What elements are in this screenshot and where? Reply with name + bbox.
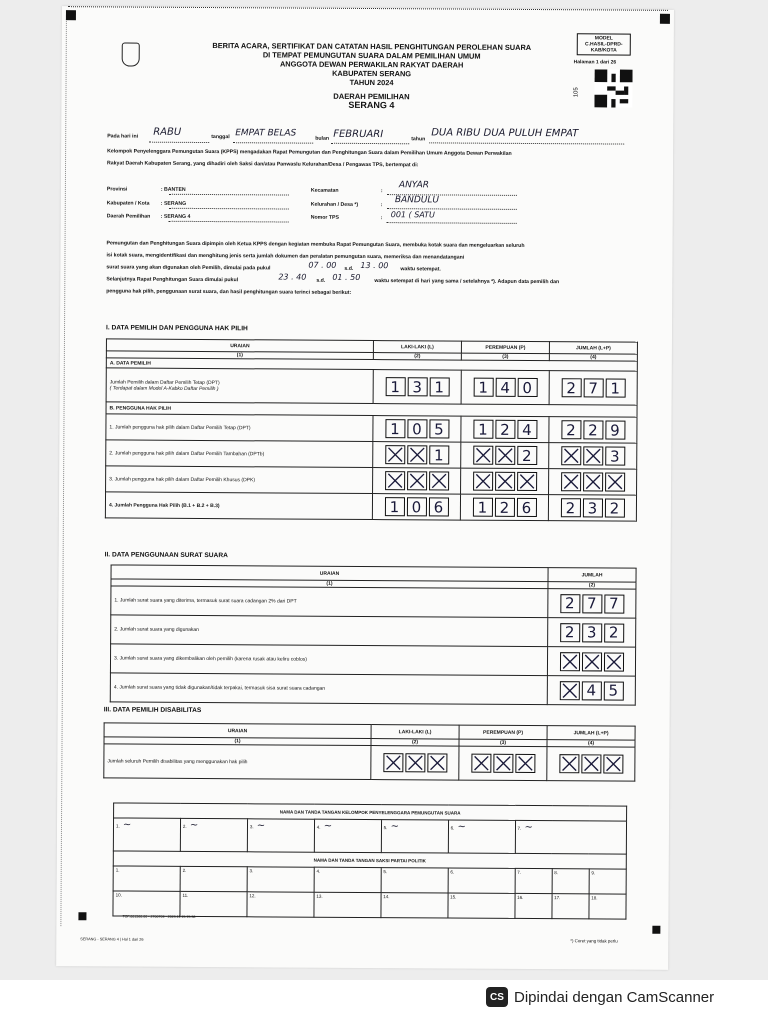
colon: : [380,188,383,195]
saksi-signature-cell[interactable]: 10. [113,891,180,916]
signature-table [112,802,627,919]
crossed-box-icon[interactable] [407,445,427,464]
col-header: PEREMPUAN (P) [459,725,547,740]
saksi-signature-cell[interactable]: 17. [552,894,589,919]
col-number: (4) [549,354,637,362]
col-header: JUMLAH (L+P) [547,726,635,741]
dotted-line [169,208,289,210]
row-label: 4. Jumlah Pengguna Hak Pilih (B.1 + B.2 + B.3) [105,492,372,520]
subsection-b: B. PENGGUNA HAK PILIH [106,402,637,417]
digit-box[interactable]: 2 [560,623,580,642]
b2-laki-boxes[interactable] [376,445,457,464]
signature-mark: ~ [387,821,400,833]
kpps-title: NAMA DAN TANDA TANGAN KELOMPOK PENYELENGGARA PEMUNGUTAN SUARA [114,803,627,821]
model-box [577,33,631,55]
kecamatan-value: ANYAR [398,180,430,191]
b3-perempuan-boxes[interactable] [464,472,545,491]
crossed-box-icon[interactable] [603,652,623,671]
saksi-signature-cell[interactable]: 12. [247,892,314,917]
row-label: 3. Jumlah pengguna hak pilih dalam Daftar Pemilih Khusus (DPK) [106,466,373,494]
row-label: 2. Jumlah surat suara yang digunakan [111,615,548,647]
kpps-signature-cell[interactable] [515,820,627,854]
qr-code-icon [594,69,632,107]
digit-box[interactable]: 1 [473,420,493,439]
saksi-signature-cell[interactable]: 4. [314,867,381,892]
saksi-signature-cell[interactable]: 9. [589,869,626,894]
left-dotted-border [60,16,68,926]
crossed-box-icon[interactable] [385,471,405,490]
b4-jumlah-boxes[interactable] [552,498,633,517]
row-label: 1. Jumlah surat suara yang diterima, termasuk surat suara cadangan 2% dari DPT [111,586,548,618]
b4-laki-boxes[interactable] [376,497,457,516]
saksi-signature-cell[interactable]: 16. [514,893,551,918]
ss4-boxes[interactable] [551,681,632,700]
b2-perempuan-boxes[interactable] [464,446,545,465]
para-text: waktu setempat. [400,266,441,273]
daerah-pemilihan-value: : SERANG 4 [160,213,191,220]
saksi-signature-cell[interactable]: 2. [180,866,247,891]
crossed-box-icon[interactable] [581,652,601,671]
dpt-label: Jumlah Pemilih dalam Daftar Pemilih Tetap (DPT) [109,378,220,386]
signature-mark: ~ [320,820,333,832]
kpu-logo [122,42,140,66]
crossed-box-icon[interactable] [383,753,403,772]
crossed-box-icon[interactable] [559,754,579,773]
saksi-signature-cell[interactable]: 5. [381,868,448,893]
corner-mark-tr [660,14,670,24]
crossed-box-icon[interactable] [385,445,405,464]
signature-number: 6. [450,825,455,831]
digit-box[interactable]: 2 [561,378,581,397]
sd-label: s.d. [316,277,326,284]
model-line: MODEL [594,35,613,42]
time-count-end-value: 01 . 50 [332,272,361,282]
kpps-signature-row [113,818,626,854]
digit-box[interactable]: 2 [560,498,580,517]
saksi-signature-cell[interactable]: 6. [448,868,515,893]
print-id: TOP.001560.00 - 2700709 - 2023.11.15.15.38 [122,914,196,919]
saksi-row [113,866,626,894]
row-label: Jumlah seluruh Pemilih disabilitas yang menggunakan hak pilih [104,744,371,780]
dotted-line [331,143,409,144]
digit-box[interactable]: 1 [472,498,492,517]
dis-laki-boxes[interactable] [374,753,455,772]
section-2-title: II. DATA PENGGUNAAN SURAT SUARA [104,551,228,560]
tahun-label: tahun [411,136,426,143]
kecamatan-label: Kecamatan [310,187,339,194]
dpt-jumlah-boxes[interactable] [553,378,634,397]
digit-box[interactable]: 2 [560,594,580,613]
crossed-box-icon[interactable] [561,446,581,465]
crossed-box-icon[interactable] [495,446,515,465]
signature-mark: ~ [454,821,466,833]
provinsi-label: Provinsi [106,186,128,193]
kabupaten-value: : SERANG [160,200,187,207]
digit-box[interactable]: 2 [604,498,624,517]
footnote: *) Coret yang tidak perlu [570,938,618,944]
tanggal-label: tanggal [211,134,230,141]
saksi-signature-cell[interactable]: 11. [180,891,247,916]
camscanner-logo-icon: CS [486,987,508,1007]
signature-number: 4. [316,824,321,830]
bulan-label: bulan [315,135,330,142]
signature-number: 1. [115,823,120,829]
digit-box[interactable]: 1 [385,377,405,396]
corner-mark-br [652,926,660,934]
saksi-signature-cell[interactable]: 3. [247,867,314,892]
digit-box[interactable]: 1 [473,378,493,397]
saksi-signature-cell[interactable]: 7. [515,868,552,893]
crossed-box-icon[interactable] [517,472,537,491]
digit-box[interactable]: 2 [583,420,603,439]
kpps-signature-cell[interactable] [381,820,448,853]
col-number: (1) [104,737,371,746]
row-label: 3. Jumlah surat suara yang dikembalikan oleh pemilih (karena rusak atau keliru coblos) [110,644,547,676]
kpps-signature-cell[interactable] [247,819,314,852]
col-number: (1) [111,579,548,589]
digit-box[interactable]: 2 [517,446,537,465]
kelurahan-value: BANDULU [394,195,440,206]
digit-box[interactable]: 0 [406,497,426,516]
crossed-box-icon[interactable] [471,754,491,773]
signature-mark: ~ [253,820,266,832]
dpt-note: ( Terdapat dalam Model A-Kabko Daftar Pemilih ) [109,384,219,392]
camscanner-watermark [486,987,714,1007]
sd-label: s.d. [344,265,354,272]
provinsi-value: : BANTEN [160,186,186,193]
kpps-signature-cell[interactable] [448,820,515,853]
kpps-signature-cell[interactable] [180,818,247,851]
digit-box[interactable]: 9 [605,420,625,439]
colon: : [380,202,383,209]
dotted-line [429,142,624,144]
kpps-signature-cell[interactable] [314,819,381,852]
digit-box[interactable]: 4 [495,378,515,397]
crossed-box-icon[interactable] [473,446,493,465]
crossed-box-icon[interactable] [561,472,581,491]
kelurahan-label: Kelurahan / Desa *) [310,201,359,208]
ss3-boxes[interactable] [551,652,632,671]
saksi-signature-cell[interactable]: 1. [113,866,180,891]
pada-hari-label: Pada hari ini [107,133,139,140]
section-1-title: I. DATA PEMILIH DAN PENGGUNA HAK PILIH [106,324,248,333]
dapil-label: DAERAH PEMILIHAN [333,91,410,102]
crossed-box-icon[interactable] [603,754,623,773]
header-line: KABUPATEN SERANG [332,68,412,79]
crossed-box-icon[interactable] [581,754,601,773]
col-number: (2) [371,739,459,747]
b4-perempuan-boxes[interactable] [464,498,545,517]
page-footer: SERANG - SERANG 4 | Hal 1 dari 26 [80,937,144,942]
signature-number: 3. [249,824,254,830]
dapil-value: SERANG 4 [348,99,395,111]
digit-box[interactable]: 0 [407,419,427,438]
col-header: LAKI-LAKI (L) [371,725,459,740]
digit-box[interactable]: 4 [581,681,601,700]
para-text: Pemungutan dan Penghitungan Suara dipimpin oleh Ketua KPPS dengan kegiatan membuka Rapat Pemungutan Suara, membuka kotak suara dan mengeluarkan seluruh [106,240,525,249]
b1-jumlah-boxes[interactable] [552,420,633,439]
b2-jumlah-boxes[interactable] [552,446,633,465]
row-label: 1. Jumlah pengguna hak pilih dalam Daftar Pemilih Tetap (DPT) [106,414,373,442]
time-end-value: 13 . 00 [360,260,389,271]
row-label: 2. Jumlah pengguna hak pilih dalam Daftar Pemilih Tambahan (DPTb) [106,440,373,468]
col-number: (2) [373,353,461,361]
col-header: URAIAN [111,565,548,582]
subsection-a: A. DATA PEMILIH [106,358,637,371]
dis-perempuan-boxes[interactable] [462,754,543,773]
col-number: (4) [547,740,635,748]
header-line: ANGGOTA DEWAN PERWAKILAN RAKYAT DAERAH [279,59,464,70]
signature-number: 7. [517,825,522,831]
digit-box[interactable]: 2 [604,623,624,642]
b3-laki-boxes[interactable] [376,471,457,490]
crossed-box-icon[interactable] [559,681,579,700]
tps-value: 001 ( SATU [390,210,435,220]
digit-box[interactable]: 7 [583,378,603,397]
digit-box[interactable]: 1 [605,378,625,397]
dotted-line [169,221,289,223]
digit-box[interactable]: 5 [429,419,449,438]
colon: : [380,215,383,222]
model-line: C.HASIL-DPRD- [585,41,623,48]
crossed-box-icon[interactable] [583,446,603,465]
b3-jumlah-boxes[interactable] [552,472,633,491]
digit-box[interactable]: 1 [385,419,405,438]
dotted-line [149,142,209,143]
corner-mark-bl [78,912,86,920]
col-header: URAIAN [104,723,371,739]
bulan-value: FEBRUARI [333,128,384,141]
signature-number: 2. [182,823,187,829]
b1-laki-boxes[interactable] [376,419,457,438]
section-1-table [105,338,638,521]
digit-box[interactable]: 1 [429,377,449,396]
digit-box[interactable]: 0 [517,378,537,397]
para-text: waktu setempat di hari yang sama / setelahnya *). Adapun data pemilih dan [374,278,560,286]
col-number: (3) [459,739,547,747]
header-line: DI TEMPAT PEMUNGUTAN SUARA DALAM PEMILIHAN UMUM [262,50,481,61]
digit-box[interactable]: 2 [495,420,515,439]
col-header: JUMLAH [548,568,636,583]
col-number: (3) [461,353,549,361]
form-sheet [56,6,674,970]
saksi-title: NAMA DAN TANDA TANGAN SAKSI PARTAI POLITIK [113,851,626,869]
time-start-value: 07 . 00 [308,260,337,270]
saksi-signature-cell[interactable]: 13. [314,892,381,917]
saksi-signature-cell[interactable]: 18. [589,894,626,919]
kpps-signature-cell[interactable] [113,818,180,851]
dis-jumlah-boxes[interactable] [550,754,631,773]
intro-text: Kelompok Penyelenggara Pemungutan Suara (KPPS) mengadakan Rapat Pemungutan dan Penghitungan Suara dalam Pemilihan Umum Anggota Dewan Perwakilan [107,148,512,157]
header-line: TAHUN 2024 [349,77,394,88]
crossed-box-icon[interactable] [429,471,449,490]
digit-box[interactable]: 3 [582,498,602,517]
top-dotted-border [68,6,668,12]
section-3-title: III. DATA PEMILIH DISABILITAS [103,706,202,714]
intro-text: Rakyat Daerah Kabupaten Serang, yang dihadiri oleh Saksi dan/atau Panwaslu Kelurahan/Desa / Pengawas TPS, bertempat di: [107,160,419,169]
crossed-box-icon[interactable] [583,472,603,491]
camscanner-text: Dipindai dengan CamScanner [514,988,715,1006]
crossed-box-icon[interactable] [605,472,625,491]
signature-mark: ~ [186,819,199,831]
col-header: JUMLAH (L+P) [549,342,637,355]
ss1-boxes[interactable] [551,594,632,613]
ss2-boxes[interactable] [551,623,632,642]
col-number: (1) [106,351,373,360]
hari-value: RABU [153,126,182,138]
digit-box[interactable]: 2 [494,498,514,517]
col-header: PEREMPUAN (P) [461,341,549,354]
para-text: isi kotak suara, mengidentifikasi dan menghitung jenis serta jumlah dokumen dan peralatan pemungutan suara, memeriksa dan menandatangani [106,252,465,261]
crossed-box-icon[interactable] [405,753,425,772]
col-header: LAKI-LAKI (L) [373,341,461,354]
crossed-box-icon[interactable] [559,652,579,671]
dotted-line [233,142,313,143]
signature-mark: ~ [119,819,132,831]
dotted-line [387,222,517,224]
para-text: Selanjutnya Rapat Penghitungan Suara dimulai pukul [106,276,239,284]
signature-mark: ~ [521,821,533,834]
saksi-signature-cell[interactable]: 14. [381,893,448,918]
saksi-signature-cell[interactable]: 8. [552,869,589,894]
digit-box[interactable]: 5 [603,681,623,700]
digit-box[interactable]: 1 [429,445,449,464]
row-label: 4. Jumlah surat suara yang tidak digunakan/tidak terpakai, termasuk sisa surat suara cadangan [110,673,547,705]
time-count-start-value: 23 . 40 [278,272,307,282]
section-2-table [110,564,637,705]
col-number: (2) [548,582,636,590]
col-header: URAIAN [106,339,373,353]
section-3-table [103,722,635,781]
digit-box[interactable]: 7 [582,594,602,613]
model-line: KAB/KOTA [590,47,617,54]
digit-box[interactable]: 7 [604,594,624,613]
dpt-laki-boxes[interactable] [377,377,458,396]
crossed-box-icon[interactable] [495,472,515,491]
para-text: pengguna hak pilih, penggunaan surat suara, dan hasil penghitungan suara terinci sebagai berikut: [106,288,352,296]
corner-mark-tl [66,10,76,20]
tahun-value: DUA RIBU DUA PULUH EMPAT [431,127,579,140]
digit-box[interactable]: 6 [428,497,448,516]
digit-box[interactable]: 1 [384,497,404,516]
row-label [106,368,373,404]
tps-label: Nomor TPS [310,214,339,221]
kabupaten-label: Kabupaten / Kota [106,200,150,207]
digit-box[interactable]: 2 [561,420,581,439]
crossed-box-icon[interactable] [427,753,447,772]
dotted-line [169,194,289,196]
signature-number: 5. [383,825,388,831]
digit-box[interactable]: 3 [582,623,602,642]
crossed-box-icon[interactable] [473,472,493,491]
vertical-number: 105 [573,87,580,98]
saksi-signature-cell[interactable]: 15. [448,893,515,918]
digit-box[interactable]: 3 [605,446,625,465]
crossed-box-icon[interactable] [407,471,427,490]
digit-box[interactable]: 3 [407,377,427,396]
dpt-perempuan-boxes[interactable] [465,378,546,397]
page-indicator: Halaman 1 dari 26 [573,59,617,66]
header-line: BERITA ACARA, SERTIFIKAT DAN CATATAN HASIL PENGHITUNGAN PEROLEHAN SUARA [212,41,532,52]
b1-perempuan-boxes[interactable] [464,420,545,439]
digit-box[interactable]: 4 [517,420,537,439]
crossed-box-icon[interactable] [493,754,513,773]
digit-box[interactable]: 6 [516,498,536,517]
crossed-box-icon[interactable] [515,754,535,773]
daerah-pemilihan-label: Daerah Pemilihan [106,213,151,220]
form-header [181,41,561,111]
tanggal-value: EMPAT BELAS [235,128,297,139]
para-text: surat suara yang akan digunakan oleh Pemilih, dimulai pada pukul [106,264,271,272]
